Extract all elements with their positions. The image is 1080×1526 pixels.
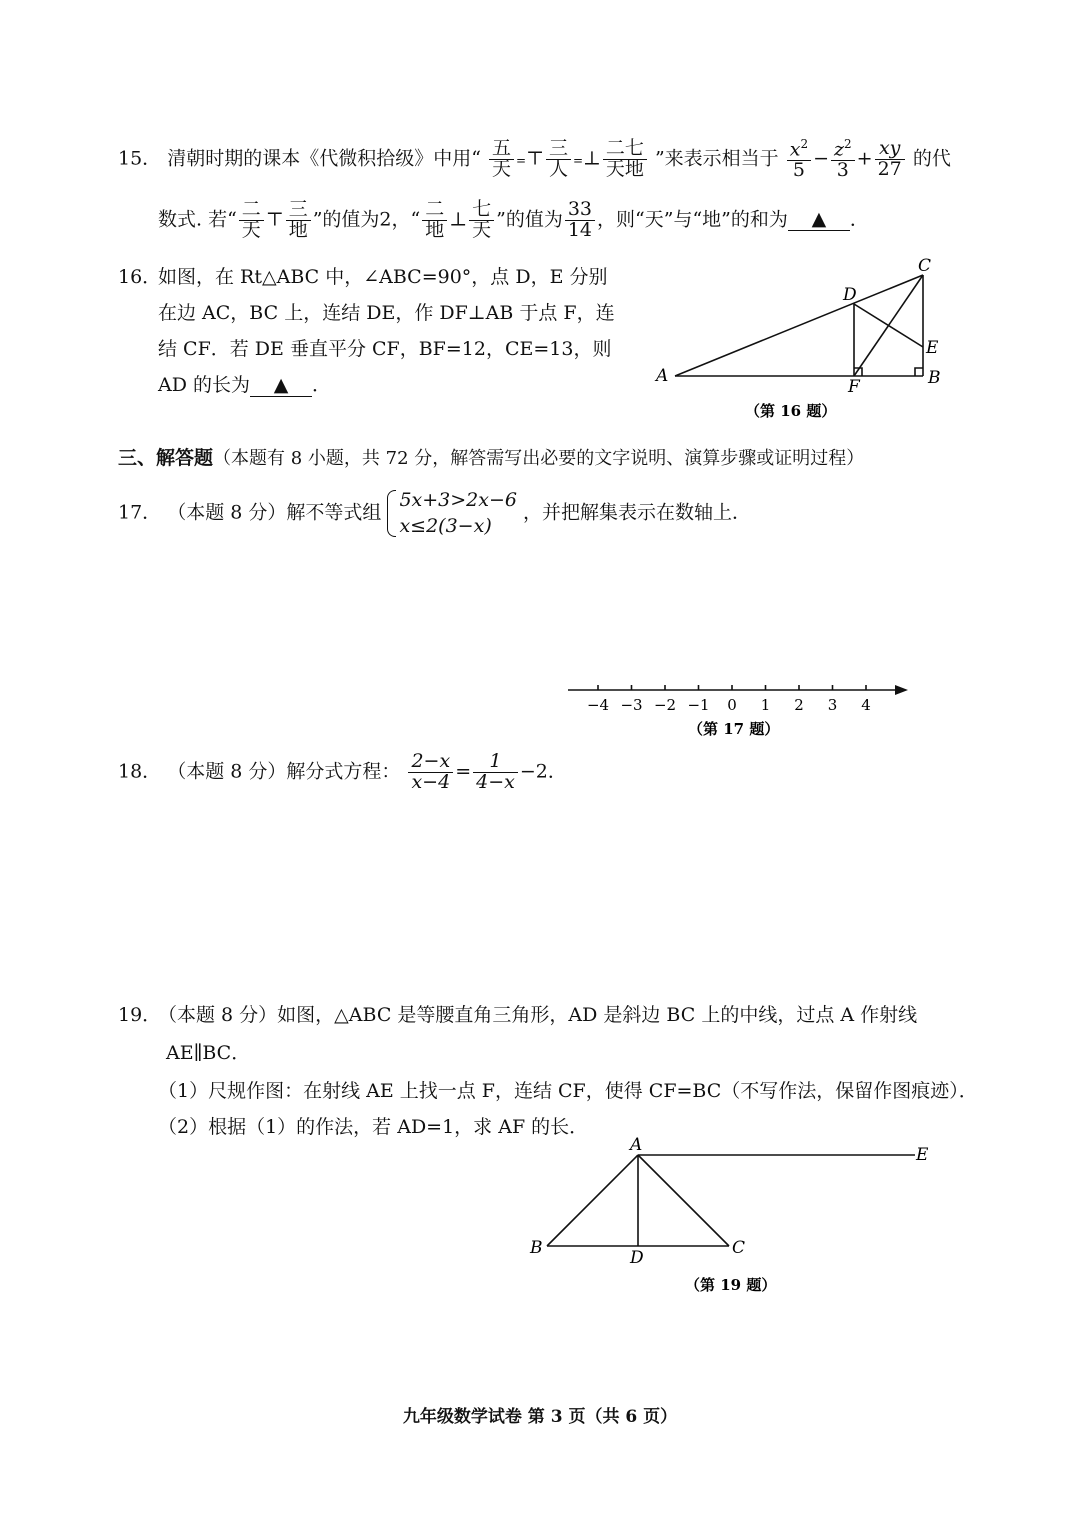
q15-text-2: ”来表示相当于 [654,147,779,170]
q17-prefix: （本题 8 分）解不等式组 [167,501,382,524]
section-3-note: （本题有 8 小题，共 72 分，解答需写出必要的文字说明、演算步骤或证明过程） [213,448,865,469]
q19-line-1: （本题 8 分）如图，△ABC 是等腰直角三角形，AD 是斜边 BC 上的中线，过点 A 作射线 [158,1004,918,1026]
q17-number-line [560,672,920,744]
q18-tail: −2． [519,760,567,783]
q19-part-2: （2）根据（1）的作法，若 AD=1，求 AF 的长． [158,1116,589,1138]
q16-line-3: 结 CF．若 DE 垂直平分 CF，BF=12，CE=13，则 [158,338,612,360]
q17-tick-label: 2 [794,696,804,714]
q18-number: 18． [118,760,162,783]
q18-line: 18． （本题 8 分）解分式方程： $\frac{2-x}{x-4}$ = $\frac{1}{4-x}$ −2． [118,750,567,793]
q16-label-C: C [918,256,932,276]
q16-line-1: 如图，在 Rt△ABC 中，∠ABC=90°，点 D，E 分别 [158,266,608,288]
q18-prefix: （本题 8 分）解分式方程： [167,760,401,783]
q16-line-2: 在边 AC，BC 上，连结 DE，作 DF⊥AB 于点 F，连 [158,302,615,324]
q16-segment-AC [675,275,923,376]
q17-axis-arrow [895,685,908,695]
q18-frac-right: $\frac{1}{4-x}$ [473,752,518,793]
q16-number: 16． [118,266,162,288]
q15-op-2: ⊥ [583,147,601,170]
q16-label-F: F [848,377,860,397]
q17-tick-label: 0 [727,696,737,714]
q17-tick-label: −2 [653,696,677,714]
q19-caption: （第 19 题） [685,1276,777,1294]
q17-inequality-2: x≤2(3−x) [399,514,492,537]
q15-term-1: $\frac{x^2}{5}$ [787,138,811,181]
q15-frac-h2: $\frac{\text{三}}{\text{地}}$ [286,200,311,241]
q19-segment-AB [547,1155,638,1246]
q15-term-3: $\frac{xy}{27}$ [875,139,905,180]
q17-tick-label: 4 [861,696,871,714]
q17-line [118,488,751,539]
q15-value-frac: $\frac{33}{14}$ [565,200,595,241]
q19-label-D: D [630,1248,644,1268]
q16-figure [640,250,960,425]
q19-number: 19． [118,1004,162,1026]
q19-label-A: A [630,1135,643,1155]
q17-tick-label: −1 [687,696,710,714]
q19-part-1: （1）尺规作图：在射线 AE 上找一点 F，连结 CF，使得 CF=BC（不写作法，保留作图痕迹）． [158,1080,978,1102]
q15-op-1: ⊤ [526,147,544,170]
q16-caption: （第 16 题） [745,402,837,420]
q15-text-1: 清朝时期的课本《代微积拾级》中用“ [167,147,481,170]
q15-frac-k1: $\frac{\text{二}}{\text{地}}$ [422,200,447,241]
q17-tick-label: −4 [586,696,610,714]
q19-line-2: AE∥BC． [166,1042,251,1064]
q15-answer-blank[interactable]: ▲ [788,208,850,231]
q19-segment-AC [638,1155,729,1246]
q15-frac-1: $\frac{\text{五}}{\text{天}}$ [489,139,514,180]
q16-label-B: B [928,368,941,388]
q16-answer-blank[interactable]: ▲ [250,374,312,397]
q17-tick-label: −3 [620,696,643,714]
q16-label-A: A [656,366,669,386]
q16-right-angle-B [915,368,923,376]
q15-term-2: $\frac{z^2}{3}$ [831,138,855,181]
q16-segment-CF [854,275,923,376]
q16-label-D: D [843,285,857,305]
q17-number: 17． [118,501,162,524]
q19-label-C: C [732,1238,746,1258]
q17-suffix: ，并把解集表示在数轴上． [523,501,752,524]
q15-number: 15． [118,147,162,170]
q15-line2: 数式. 若“ $\frac{\text{二}}{\text{天}}$ ⊤ $\frac{\text{三}}{\text{地}}$ ”的值为2，“ $\frac{\text{二}}{\text{地}}$ ⊥ $\frac{\text{七}}{\text{天}}$ ”的值为 $\frac{33}{14}$ ，则“天”与“地”的和为 ▲ ． [158,198,869,241]
q19-figure [520,1135,950,1300]
q17-tick-label: 3 [827,696,838,714]
q15-frac-h1: $\frac{\text{二}}{\text{天}}$ [239,200,264,241]
q17-tick-label: 1 [760,696,771,714]
q16-line-4: AD 的长为 ▲ ． [158,374,332,396]
q18-frac-left: $\frac{2-x}{x-4}$ [408,752,453,793]
q17-inequality-1: 5x+3>2x−6 [399,489,517,511]
q15-line1: 15． 清朝时期的课本《代微积拾级》中用“ $\frac{\text{五}}{\text{天}}$ =⊤ $\frac{\text{三}}{\text{人}}$ =⊥ $\frac{\text{二七}}{\text{天地}}$ ”来表示相当于 $\frac{x^2}{5}$ − $\frac{z^2}{3}$ + $\frac{xy}{27}$ 的代 [118,137,951,182]
q15-frac-3: $\frac{\text{二七}}{\text{天地}}$ [603,139,647,180]
q15-frac-k2: $\frac{\text{七}}{\text{天}}$ [469,200,494,241]
q15-text-3: 的代 [912,147,951,170]
q15-frac-2: $\frac{\text{三}}{\text{人}}$ [546,139,571,180]
q16-label-E: E [926,338,939,358]
q19-label-E: E [916,1145,929,1165]
q17-inequality-system [387,488,517,539]
page-footer: 九年级数学试卷 第 3 页（共 6 页） [402,1407,678,1427]
section-3-heading [118,443,864,470]
q19-label-B: B [530,1238,543,1258]
q17-caption: （第 17 题） [688,720,780,738]
section-3-title: 三、解答题 [118,447,214,469]
